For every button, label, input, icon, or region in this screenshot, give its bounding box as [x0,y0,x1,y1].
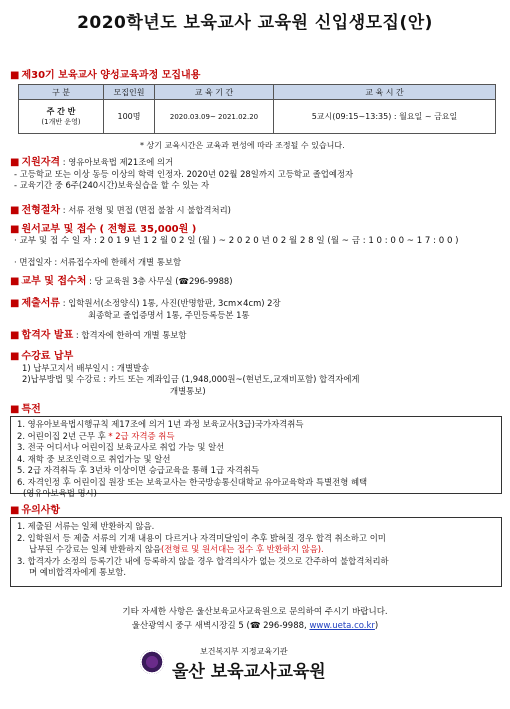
website-link[interactable]: www.ueta.co.kr [309,621,375,631]
schedule-table-wrap [18,84,496,134]
org-name: 울산 보육교사교육원 [172,662,326,682]
section-notes: ■ 유의사항 [10,505,61,516]
page-title: 2020학년도 보육교사 교육원 신입생모집(안) [77,13,433,33]
section-fee: ■ 수강료 납부 1) 납부고지서 배부일시 : 개별발송 2)납부방법 및 수강료 : 카드 또는 계좌입금 (1,948,000원~(현년도,교재비포함) 합격자에게 개별통보) [10,351,360,396]
schedule-table: 구 분 모집인원 교 육 기 간 교 육 시 간 주 간 반 (1개반 운영) 100명 2020.03.09~ 2021.02.20 5교시(09:15~13:35) : 월요일 ~ 금요일 [18,84,496,134]
footer-address: 울산광역시 중구 새벽시장길 5 (☎ 296-9988, www.ueta.co.kr) [131,621,379,631]
bullet-icon: ■ [10,70,20,81]
logo-icon [140,650,164,674]
section-benefits: ■ 특전 [10,404,41,415]
footer-inquiry: 기타 자세한 사항은 울산보육교사교육원으로 문의하여 주시기 바랍니다. [122,607,388,617]
schedule-note: * 상기 교육시간은 교육과 편성에 따라 조정될 수 있습니다. [140,141,345,150]
section-announce: ■ 합격자 발표 : 합격자에 한하여 개별 통보함 [10,330,187,341]
section-procedure: ■ 전형절차 : 서류 전형 및 면접 (면접 불참 시 불합격처리) [10,205,231,216]
benefits-box: 1. 영유아보육법시행규칙 제17조에 의거 1년 과정 보육교사(3급)국가자격취득 2. 어린이집 2년 근무 후 * 2급 자격증 취득 3. 전국 어디서나 어린이집 보육교사로 취업 가능 및 알선 4. 재학 중 보조인력으로 취업가능 및 알선 5. 2급 자격취득 후 3년차 이상이면 승급교육을 통해 1급 자격취득 6. 자격인정 후 어린이집 원장 또는 보육교사는 한국방송통신대학교 유아교육학과 특별전형 혜택 (영유아보육법 명시) [10,416,502,494]
section-office: ■ 교부 및 접수처 : 당 교육원 3층 사무실 (☎296-9988) [10,276,233,287]
section-recruit: ■ 제30기 보육교사 양성교육과정 모집내용 [10,70,201,81]
org-subtitle: 보건복지부 지정교육기관 [200,647,288,656]
section-documents: ■ 제출서류 : 입학원서(소정양식) 1통, 사진(반명함판, 3cm×4cm) 2장 최종학교 졸업증명서 1통, 주민등록등본 1통 [10,298,281,320]
section-qualification: ■ 지원자격 : 영유아보육법 제21조에 의거 - 고등학교 또는 이상 동등 이상의 학력 인정자. 2020년 02월 28일까지 고등학교 졸업예정자 - 교육기간 중 6주(240시간)보육실습을 할 수 있는 자 [10,157,354,190]
section-application: ■ 원서교부 및 접수 ( 전형료 35,000원 ) · 교부 및 접 수 일 자 : 2 0 1 9 년 1 2 월 0 2 일 (월 ) ~ 2 0 2 0 년 0 2 월 2 8 일 (월 ~ 금 : 1 0 : 0 0 ~ 1 7 : 0 0 ) · 면접일자 : 서류접수자에 한해서 개별 통보함 [10,224,459,267]
notes-box: 1. 제출된 서류는 일체 반환하지 않음. 2. 입학원서 등 제출 서류의 기재 내용이 다르거나 자격미달임이 추후 밝혀질 경우 합격 취소하고 이미 납부된 수강료는 일체 반환하지 않음(전형료 및 원서대는 접수 후 반환하지 않음). 3. 합격자가 소정의 등록기간 내에 등록하지 않을 경우 합격의사가 없는 것으로 간주하여 불합격처리하 며 예비합격자에게 통보함. [10,517,502,587]
